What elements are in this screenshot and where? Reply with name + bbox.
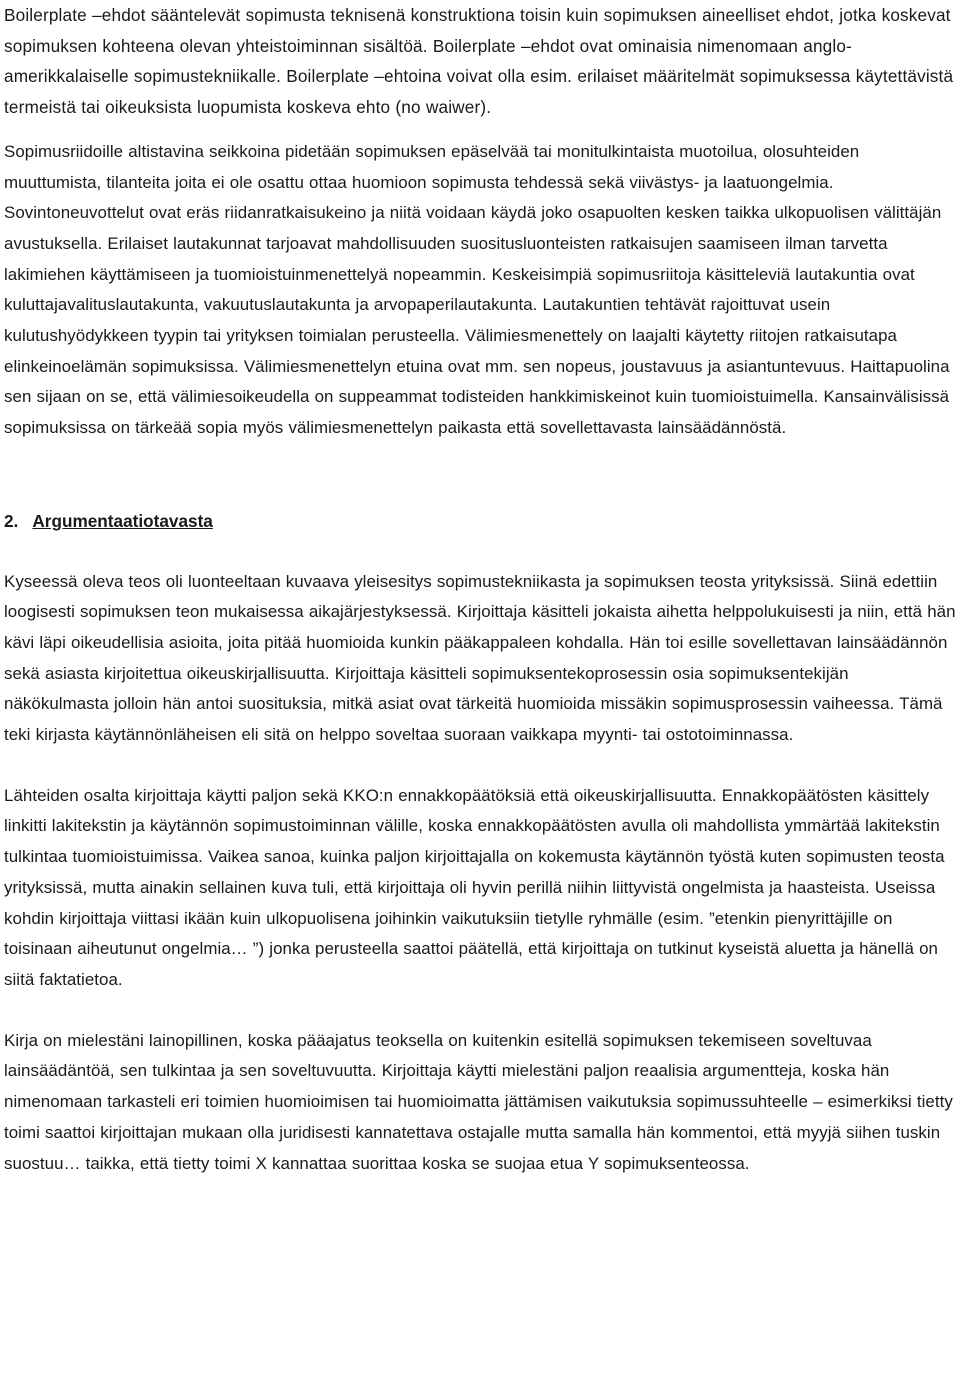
section-heading: [4, 506, 956, 537]
paragraph-boilerplate: Boilerplate –ehdot sääntelevät sopimusta teknisenä konstruktiona toisin kuin sopimuksen aineelliset ehdot, jotka koskevat sopimuksen kohteena olevan yhteistoiminnan sisältöä. Boilerplate –ehdot ovat ominaisia nimenomaan anglo-amerikkalaiselle sopimustekniikalle. Boilerplate –ehtoina voivat olla esim. erilaiset määritelmät sopimuksessa käytettävistä termeistä tai oikeuksista luopumista koskeva ehto (no waiwer).: [4, 5, 954, 118]
section-spacer: [4, 444, 956, 506]
paragraph-disputes: Sopimusriidoille altistavina seikkoina pidetään sopimuksen epäselvää tai monitulkintaista muotoilua, olosuhteiden muuttumista, tilanteita joita ei ole osattu ottaa huomioon sopimusta tehdessä sekä viivästys- ja laatuongelmia. Sovintoneuvottelut ovat eräs riidanratkaisukeino ja niitä voidaan käydä joko osapuolten kesken taikka ulkopuolisen välittäjän avustuksella. Erilaiset lautakunnat tarjoavat mahdollisuuden suositusluonteisten ratkaisujen saamiseen ilman tarvetta lakimiehen käyttämiseen ja tuomioistuinmenettelyä nopeammin. Keskeisimpiä sopimusriitoja käsitteleviä lautakuntia ovat kuluttajavalituslautakunta, vakuutuslautakunta ja arvopaperilautakunta. Lautakuntien tehtävät rajoittuvat usein kulutushyödykkeen tyypin tai yrityksen toimialan perusteella. Välimiesmenettely on laajalti käytetty riitojen ratkaisutapa elinkeinoelämän sopimuksissa. Välimiesmenettelyn etuina ovat mm. sen nopeus, joustavuus ja asiantuntevuus. Haittapuolina sen sijaan on se, että välimiesoikeudella on suppeammat todisteiden hankkimiskeinot kuin tuomioistuimella. Kansainvälisissä sopimuksissa on tärkeää sopia myös välimiesmenettelyn paikasta että sovellettavasta lainsäädännöstä.: [4, 141, 950, 438]
paragraph-spacer: [4, 751, 956, 781]
section-title: Argumentaatiotavasta: [32, 510, 213, 531]
document-page: [4, 0, 956, 1179]
section-number: 2.: [4, 510, 19, 531]
paragraph-spacer: [4, 123, 956, 137]
section-spacer: [4, 537, 956, 567]
paragraph-legal-doctrine: Kirja on mielestäni lainopillinen, koska pääajatus teoksella on kuitenkin esitellä sopimuksen tekemiseen soveltuvaa lainsäädäntöä, sen tulkintaa ja sen soveltuvuutta. Kirjoittaja käytti mielestäni paljon reaalisia argumentteja, koska hän nimenomaan tarkasteli eri toimien huomioimisen tai huomioimatta jättämisen vaikutuksia sopimussuhteelle – esimerkiksi tietty toimi saattoi kirjoittajan mukaan olla juridisesti kannatettava ostajalle mutta samalla hän kommentoi, että myyjä siihen tuskin suostuu… taikka, että tietty toimi X kannattaa suorittaa koska se suojaa etua Y sopimuksenteossa.: [4, 1030, 953, 1173]
paragraph-spacer: [4, 996, 956, 1026]
paragraph-sources: Lähteiden osalta kirjoittaja käytti paljon sekä KKO:n ennakkopäätöksiä että oikeuskirjallisuutta. Ennakkopäätösten käsittely linkitti lakitekstin ja käytännön sopimustoiminnan välille, koska ennakkopäätösten avulla oli mahdollista ymmärtää lakitekstin tulkintaa tuomioistuimissa. Vaikea sanoa, kuinka paljon kirjoittajalla on kokemusta käytännön työstä kuten sopimusten teosta yrityksissä, mutta ainakin sellainen kuva tuli, että kirjoittaja oli hyvin perillä niihin liittyvistä ongelmista ja haasteista. Useissa kohdin kirjoittaja viittasi ikään kuin ulkopuolisena joihinkin vaikutuksiin tietylle ryhmälle (esim. ”etenkin pienyrittäjille on toisinaan aiheutunut ongelmia… ”) jonka perusteella saattoi päätellä, että kirjoittaja on tutkinut kyseistä aluetta ja hänellä on siitä faktatietoa.: [4, 785, 945, 989]
paragraph-overview: Kyseessä oleva teos oli luonteeltaan kuvaava yleisesitys sopimustekniikasta ja sopimuksen teosta yrityksissä. Siinä edettiin loogisesti sopimuksen teon mukaisessa aikajärjestyksessä. Kirjoittaja käsitteli jokaista aihetta helppolukuisesti ja niin, että hän kävi läpi oikeudellisia asioita, joita pitää huomioida kunkin pääkappaleen kohdalla. Hän toi esille sovellettavan lainsäädännön sekä asiasta kirjoitettua oikeuskirjallisuutta. Kirjoittaja käsitteli sopimuksentekoprosessin osia sopimuksentekijän näkökulmasta jolloin hän antoi suosituksia, mitkä asiat ovat tärkeitä huomioida missäkin sopimusprosessin vaiheessa. Tämä teki kirjasta käytännönläheisen eli sitä on helppo soveltaa suoraan vaikkapa myynti- tai ostotoiminnassa.: [4, 571, 956, 745]
